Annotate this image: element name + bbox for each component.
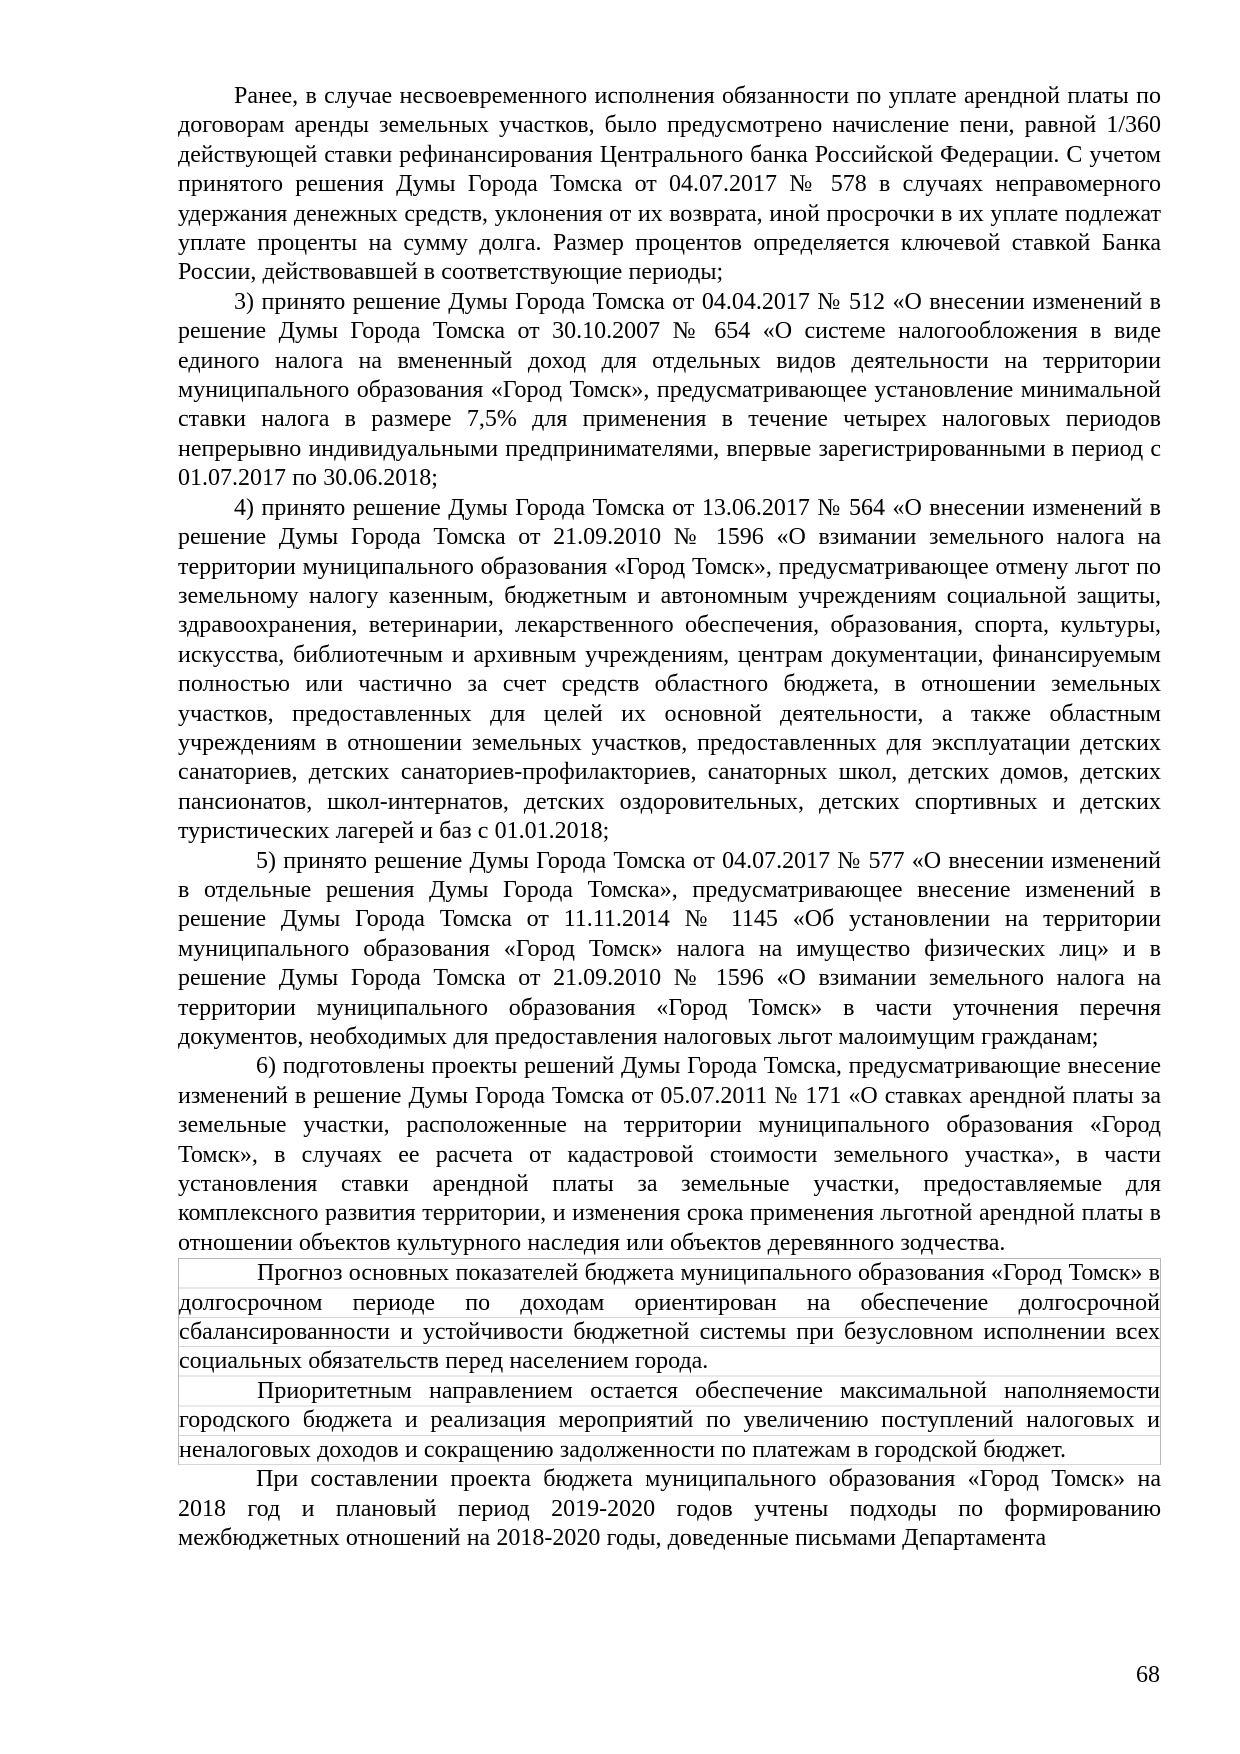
page-number: 68 [1136,1662,1160,1688]
paragraph-budget-forecast: Прогноз основных показателей бюджета муниципального образования «Город Томск» в долгосрочном периоде по доходам ориентирован на обеспечение долгосрочной сбалансированности и устойчивости бюджетной системы при безусловном исполнении всех социальных обязательств перед населением города. [178,1258,1161,1377]
paragraph-budget-drafting: При составлении проекта бюджета муниципального образования «Город Томск» на 2018 год и плановый период 2019-2020 годов учтены подходы по формированию межбюджетных отношений на 2018-2020 годы, доведенные письмами Департамента [178,1466,1161,1551]
paragraph-item-3-imputed-income-tax: 3) принято решение Думы Города Томска от 04.04.2017 № 512 «О внесении изменений в решение Думы Города Томска от 30.10.2007 № 654 «О системе налогообложения в виде единого налога на вмененный доход для отдельных видов деятельности на территории муниципального образования «Город Томск», предусматривающее установление минимальной ставки налога в размере 7,5% для применения в течение четырех налоговых периодов непрерывно индивидуальными предпринимателями, впервые зарегистрированными в период с 01.07.2017 по 30.06.2018; [178,288,1161,492]
document-page [178,82,1161,1553]
paragraph-item-4-land-tax-benefits: 4) принято решение Думы Города Томска от 13.06.2017 № 564 «О внесении изменений в решение Думы Города Томска от 21.09.2010 № 1596 «О взимании земельного налога на территории муниципального образования «Город Томск», предусматривающее отмену льгот по земельному налогу казенным, бюджетным и автономным учреждениям социальной защиты, здравоохранения, ветеринарии, лекарственного обеспечения, образования, спорта, культуры, искусства, библиотечным и архивным учреждениям, центрам документации, финансируемым полностью или частично за счет средств областного бюджета, в отношении земельных участков, предоставленных для целей их основной деятельности, а также областным учреждениям в отношении земельных участков, предоставленных для эксплуатации детских санаториев, детских санаториев-профилакториев, санаторных школ, детских домов, детских пансионатов, школ-интернатов, детских оздоровительных, детских спортивных и детских туристических лагерей и баз с 01.01.2018; [178,494,1161,845]
paragraph-item-6-rent-rates: 6) подготовлены проекты решений Думы Города Томска, предусматривающие внесение изменений в решение Думы Города Томска от 05.07.2011 № 171 «О ставках арендной платы за земельные участки, расположенные на территории муниципального образования «Город Томск», в случаях ее расчета от кадастровой стоимости земельного участка», в части установления ставки арендной платы за земельные участки, предоставляемые для комплексного развития территории, и изменения срока применения льготной арендной платы в отношении объектов культурного наследия или объектов деревянного зодчества. [178,1053,1161,1256]
paragraph-priority-direction: Приоритетным направлением остается обеспечение максимальной наполняемости городского бюджета и реализация мероприятий по увеличению поступлений налоговых и неналоговых доходов и сокращению задолженности по платежам в городской бюджет. [178,1377,1161,1465]
paragraph-penalty-interest: Ранее, в случае несвоевременного исполнения обязанности по уплате арендной платы по договорам аренды земельных участков, было предусмотрено начисление пени, равной 1/360 действующей ставки рефинансирования Центрального банка Российской Федерации. С учетом принятого решения Думы Города Томска от 04.07.2017 № 578 в случаях неправомерного удержания денежных средств, уклонения от их возврата, иной просрочки в их уплате подлежат уплате проценты на сумму долга. Размер процентов определяется ключевой ставкой Банка России, действовавшей в соответствующие периоды; [178,83,1161,286]
paragraph-item-5-property-tax: 5) принято решение Думы Города Томска от 04.07.2017 № 577 «О внесении изменений в отдельные решения Думы Города Томска», предусматривающее внесение изменений в решение Думы Города Томска от 11.11.2014 № 1145 «Об установлении на территории муниципального образования «Город Томск» налога на имущество физических лиц» и в решение Думы Города Томска от 21.09.2010 № 1596 «О взимании земельного налога на территории муниципального образования «Город Томск» в части уточнения перечня документов, необходимых для предоставления налоговых льгот малоимущим гражданам; [178,847,1161,1050]
